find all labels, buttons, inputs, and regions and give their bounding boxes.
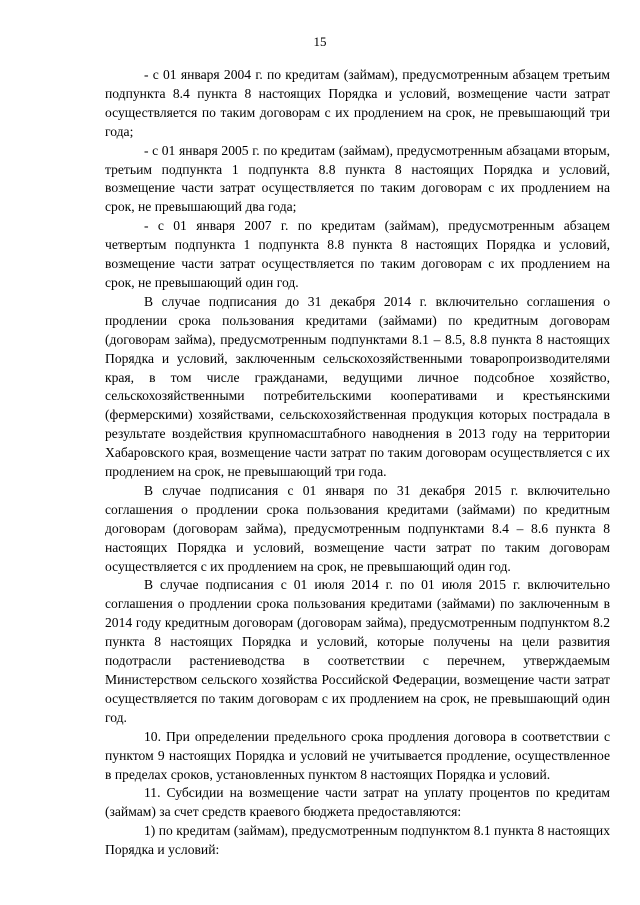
clause-11-item-1: 1) по кредитам (займам), предусмотренным подпунктом 8.1 пункта 8 настоящих Порядка и условий: xyxy=(105,823,610,858)
paragraph-2015-extension: В случае подписания с 01 января по 31 декабря 2015 г. включительно соглашения о продлении срока пользования кредитами (займами) по кредитным договорам (договорам займа), предусмотренным подпунктами 8.4 – 8.6 пункта 8 настоящих Порядка и условий, возмещение части затрат по таким договорам осуществляется с их продлением на срок, не превышающий один год. xyxy=(105,482,610,574)
clause-11: 11. Субсидии на возмещение части затрат на уплату процентов по кредитам (займам) за счет средств краевого бюджета предоставляются: xyxy=(105,785,610,820)
paragraph-flood-2013-extension: В случае подписания до 31 декабря 2014 г. включительно соглашения о продлении срока пользования кредитами (займами) по кредитным договорам (договорам займа), предусмотренным подпунктами 8.1 – 8.5, 8.8 пункта 8 настоящих Порядка и условий, заключенным сельскохозяйственными товаропроизводителями края, в том числе гражданами, ведущими личное подсобное хозяйство, сельскохозяйственными потребительскими кооперативами и крестьянскими (фермерскими) хозяйствами, сельскохозяйственная продукция которых пострадала в результате воздействия крупномасштабного наводнения в 2013 году на территории Хабаровского края, возмещение части затрат по таким договорам осуществляется с их продлением на срок, не превышающий три года. xyxy=(105,293,610,480)
paragraph-2014-2015-crop-extension: В случае подписания с 01 июля 2014 г. по 01 июля 2015 г. включительно соглашения о продлении срока пользования кредитами (займами) по заключенным в 2014 году кредитным договорам (договорам займа), предусмотренным подпунктом 8.2 пункта 8 настоящих Порядка и условий, которые получены на цели развития подотрасли растениеводства в соответствии с перечнем, утверждаемым Министерством сельского хозяйства Российской Федерации, возмещение части затрат осуществляется по таким договорам с их продлением на срок, не превышающий один год. xyxy=(105,577,610,725)
paragraph-2005-credits: - с 01 января 2005 г. по кредитам (займам), предусмотренным абзацами вторым, третьим подпункта 1 подпункта 8.8 пункта 8 настоящих Порядка и условий, возмещение части затрат осуществляется по таким договорам с их продлением на срок, не превышающий два года; xyxy=(105,142,610,215)
document-body xyxy=(105,66,610,860)
paragraph-2004-credits: - с 01 января 2004 г. по кредитам (займам), предусмотренным абзацем третьим подпункта 8.4 пункта 8 настоящих Порядка и условий, возмещение части затрат осуществляется по таким договорам с их продлением на срок, не превышающий три года; xyxy=(105,67,610,139)
paragraph-2007-credits: - с 01 января 2007 г. по кредитам (займам), предусмотренным абзацем четвертым подпункта 1 подпункта 8.8 пункта 8 настоящих Порядка и условий, возмещение части затрат осуществляется по таким договорам с их продлением на срок, не превышающий один год. xyxy=(105,218,610,290)
page-number: 15 xyxy=(313,34,327,49)
clause-10: 10. При определении предельного срока продления договора в соответствии с пунктом 9 настоящих Порядка и условий не учитывается продление, осуществленное в пределах сроков, установленных пунктом 8 настоящих Порядка и условий. xyxy=(105,728,610,782)
